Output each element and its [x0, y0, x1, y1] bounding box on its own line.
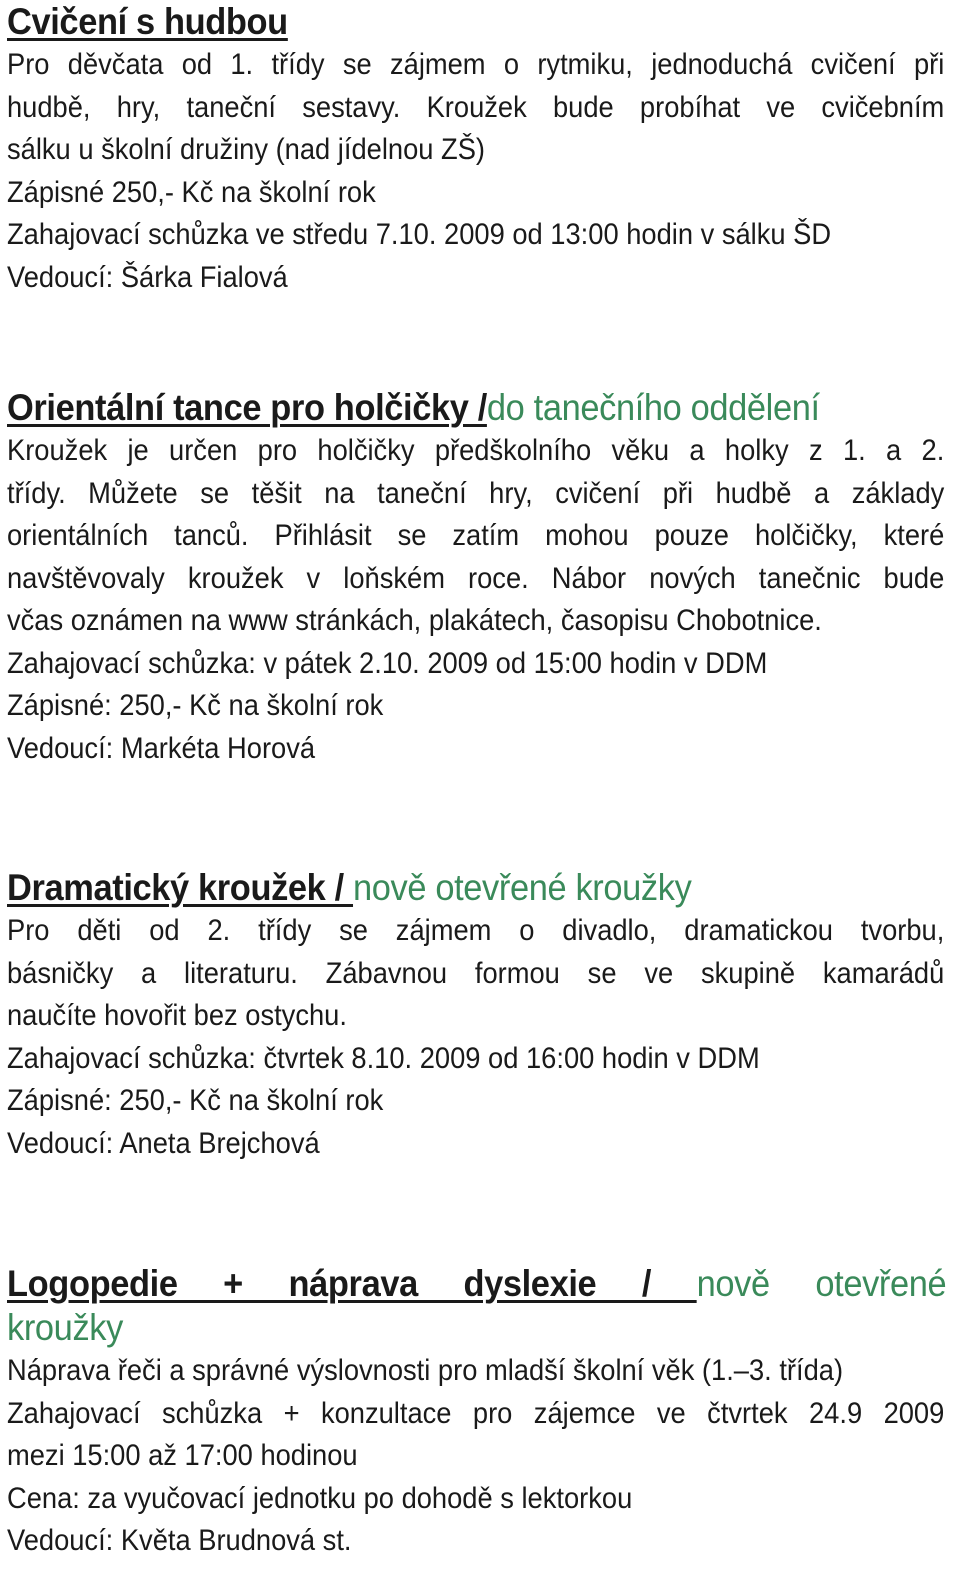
section-title: Cvičení s hudbou	[7, 1, 288, 42]
section-heading	[7, 386, 879, 430]
text-line: Zahajovací schůzka: v pátek 2.10. 2009 od 15:00 hodin v DDM	[7, 646, 768, 680]
text-line: Zahajovací schůzka: čtvrtek 8.10. 2009 od 16:00 hodin v DDM	[7, 1041, 760, 1075]
section-title-accent: nově otevřené	[696, 1263, 947, 1304]
text-line: Kroužek je určen pro holčičky předškolního věku a holky z 1. a 2.	[7, 434, 945, 467]
text-line: Zápisné: 250,- Kč na školní rok	[7, 689, 384, 722]
section-title-accent: do tanečního oddělení	[486, 387, 820, 428]
text-line: Pro děti od 2. třídy se zájmem o divadlo, dramatickou tvorbu,	[7, 914, 945, 947]
text-line: Vedoucí: Květa Brudnová st.	[7, 1524, 352, 1557]
text-line: Pro děvčata od 1. třídy se zájmem o rytmiku, jednoduchá cvičení při	[7, 48, 945, 81]
text-line: orientálních tanců. Přihlásit se zatím mohou pouze holčičky, které	[7, 519, 945, 552]
text-line: včas oznámen na www stránkách, plakátech, časopisu Chobotnice.	[7, 604, 822, 637]
section-title: Dramatický kroužek /	[7, 867, 354, 908]
section-title-accent: nově otevřené kroužky	[353, 867, 692, 908]
section-orientalni-tance	[7, 386, 945, 770]
text-line: Zahajovací schůzka ve středu 7.10. 2009 od 13:00 hodin v sálku ŠD	[7, 218, 832, 251]
section-heading-continued	[7, 1306, 879, 1350]
section-title: Orientální tance pro holčičky /	[7, 387, 487, 428]
text-line: Zápisné 250,- Kč na školní rok	[7, 175, 376, 209]
text-line: Zápisné: 250,- Kč na školní rok	[7, 1084, 384, 1117]
text-line: Zahajovací schůzka + konzultace pro zájemce ve čtvrtek 24.9 2009	[7, 1396, 945, 1430]
section-logopedie	[7, 1262, 945, 1563]
text-line: naučíte hovořit bez ostychu.	[7, 999, 347, 1032]
text-line: třídy. Můžete se těšit na taneční hry, cvičení při hudbě a základy	[7, 476, 945, 510]
section-title: Logopedie + náprava dyslexie /	[7, 1263, 697, 1304]
text-line: mezi 15:00 až 17:00 hodinou	[7, 1439, 358, 1472]
text-line: básničky a literaturu. Zábavnou formou se ve skupině kamarádů	[7, 956, 945, 990]
section-title-accent-line2: kroužky	[7, 1307, 123, 1348]
text-line: Náprava řeči a správné výslovnosti pro mladší školní věk (1.–3. třída)	[7, 1354, 844, 1387]
section-cviceni-s-hudbou	[7, 0, 945, 299]
text-line: Vedoucí: Markéta Horová	[7, 731, 316, 765]
section-heading	[7, 1262, 946, 1306]
section-heading	[7, 0, 879, 44]
text-line: navštěvovaly kroužek v loňském roce. Nábor nových tanečnic bude	[7, 561, 945, 595]
text-line: Vedoucí: Šárka Fialová	[7, 260, 288, 294]
section-heading	[7, 866, 879, 910]
text-line: Vedoucí: Aneta Brejchová	[7, 1126, 320, 1160]
text-line: sálku u školní družiny (nad jídelnou ZŠ)	[7, 133, 485, 166]
section-dramaticky-krouzek	[7, 866, 945, 1165]
text-line: Cena: za vyučovací jednotku po dohodě s lektorkou	[7, 1481, 633, 1515]
text-line: hudbě, hry, taneční sestavy. Kroužek bude probíhat ve cvičebním	[7, 90, 945, 124]
